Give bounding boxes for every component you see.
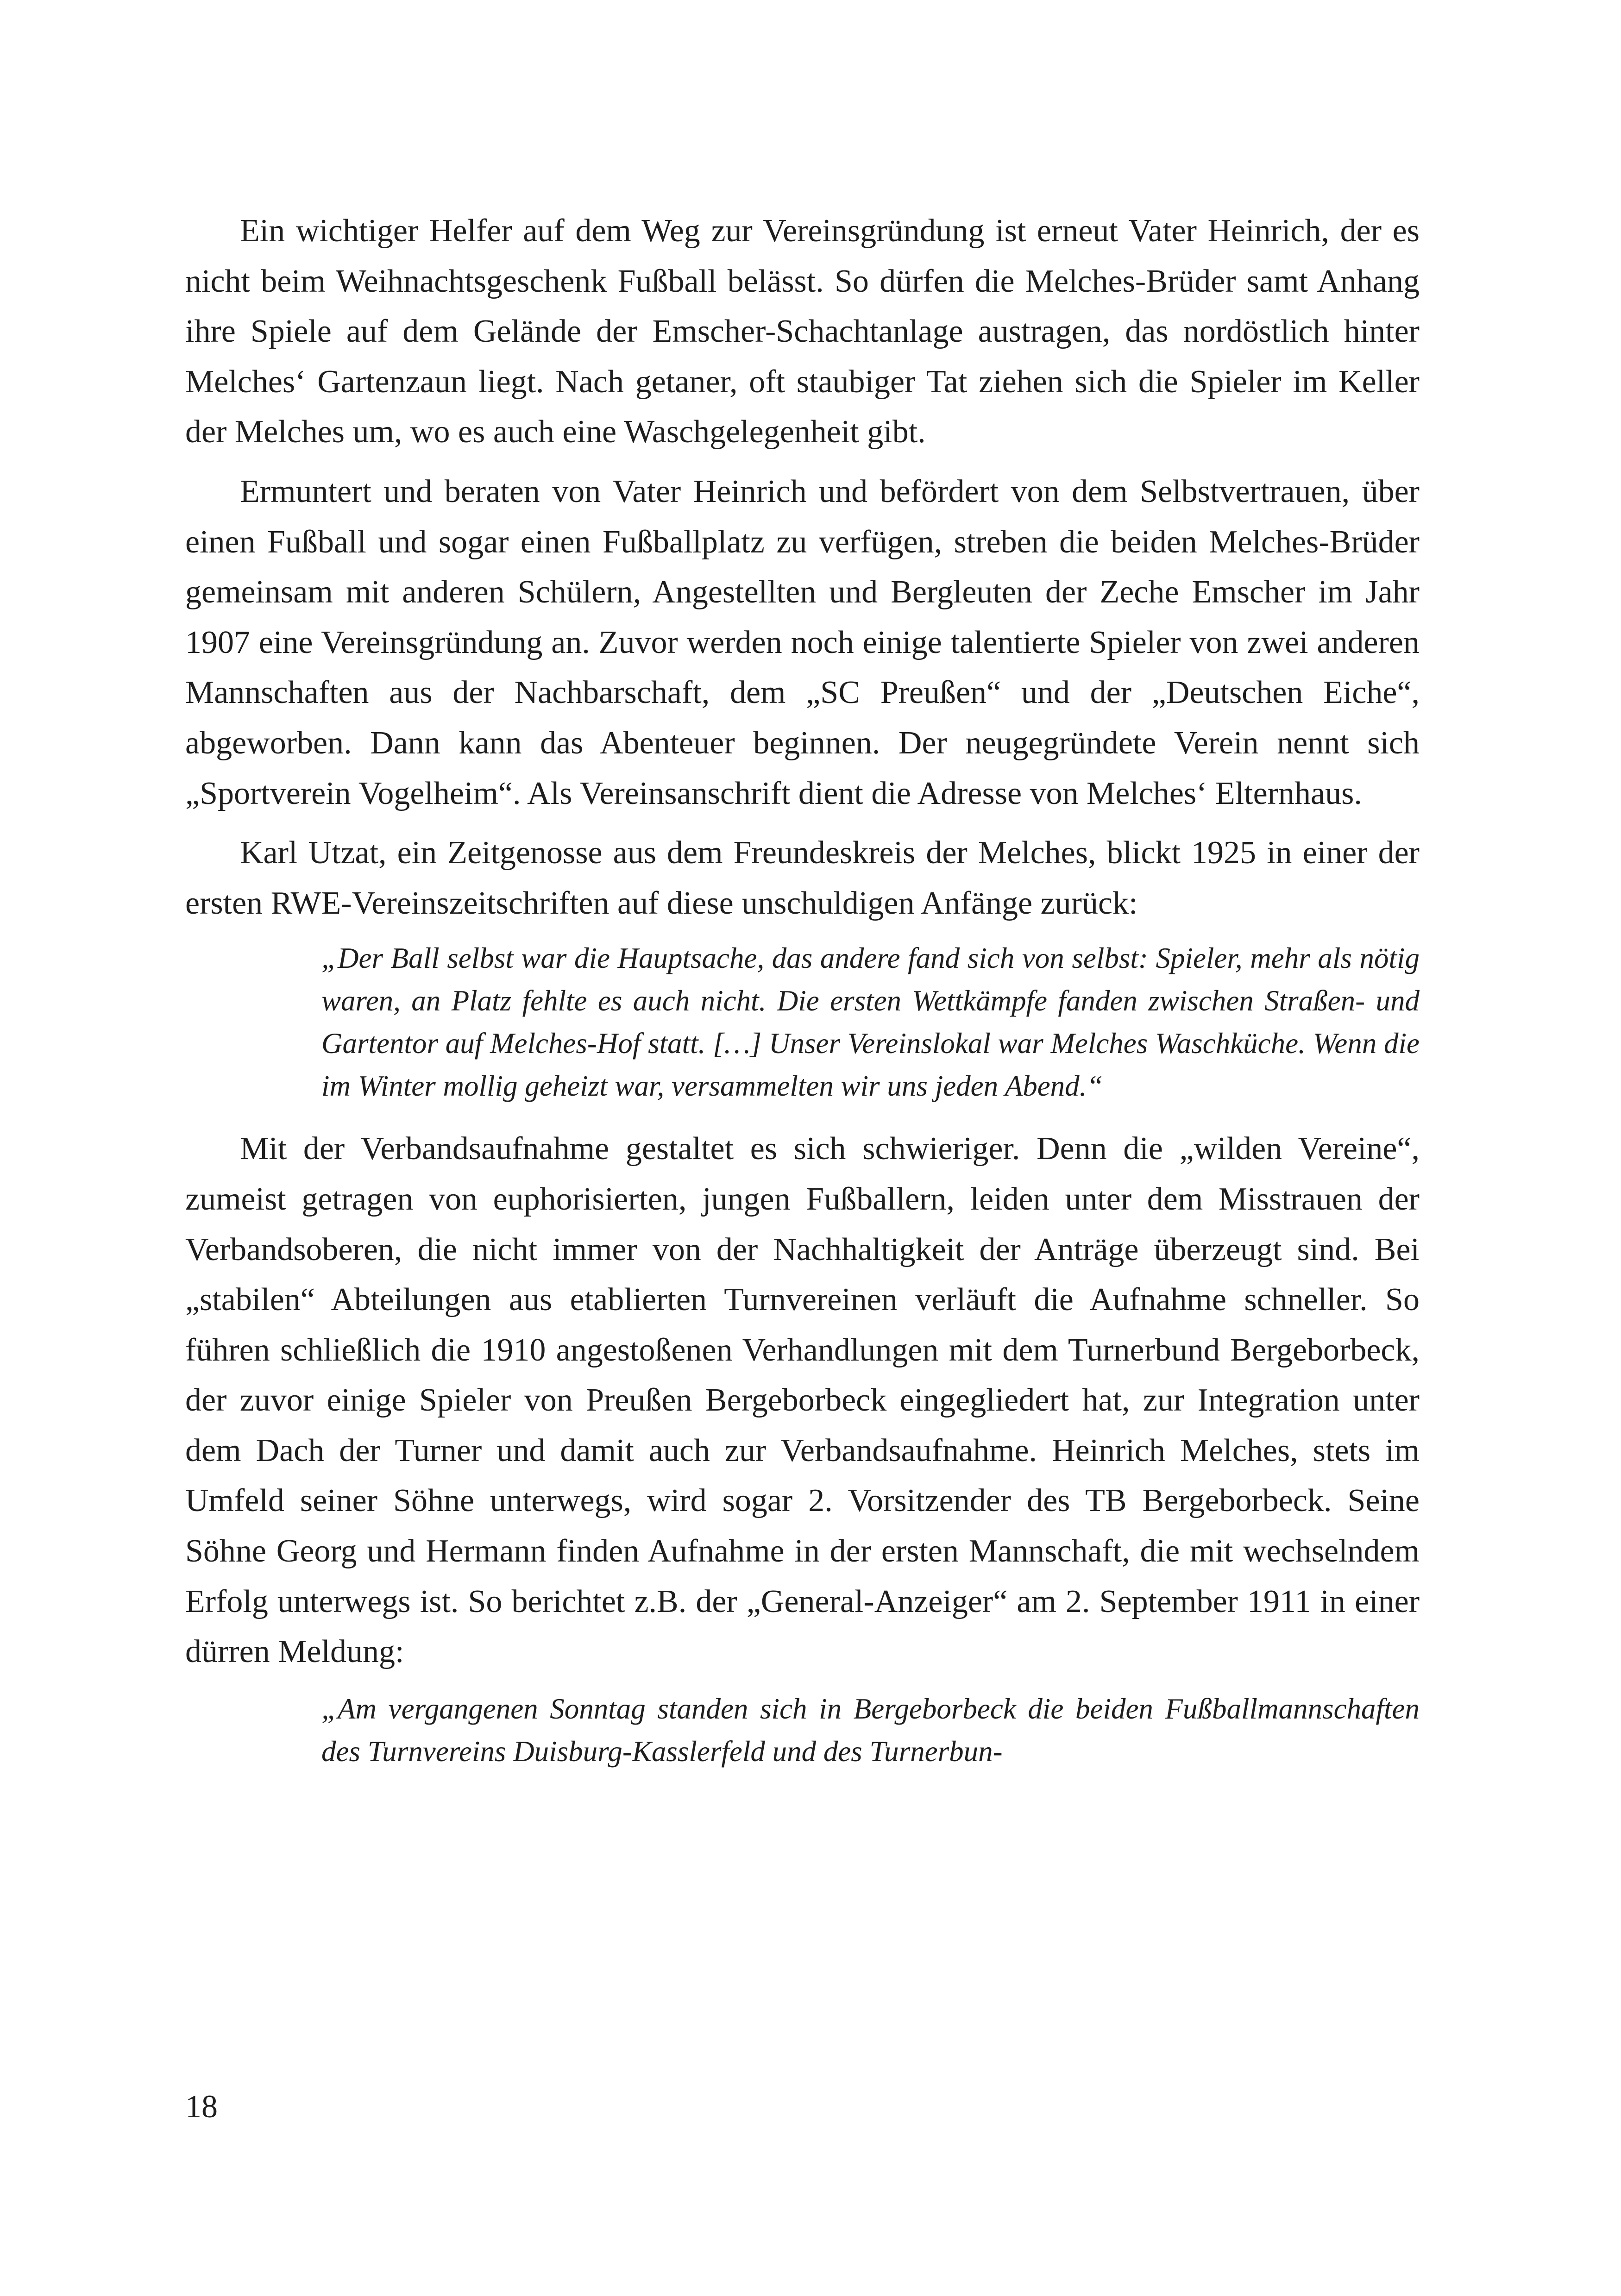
block-quote: „Am vergangenen Sonntag standen sich in Bergeborbeck die beiden Fußballmannschaften des Turnvereins Duisburg-Kasslerfeld und des Turnerbun- xyxy=(321,1692,1420,1768)
paragraph: Ein wichtiger Helfer auf dem Weg zur Vereinsgründung ist erneut Vater Heinrich, der es nicht beim Weihnachtsgeschenk Fußball belässt. So dürfen die Melches-Brüder samt Anhang ihre Spiele auf dem Gelände der Emscher-Schachtanlage austragen, das nordöstlich hinter Melches‘ Gartenzaun liegt. Nach getaner, oft staubiger Tat ziehen sich die Spieler im Keller der Melches um, wo es auch eine Waschgelegenheit gibt. xyxy=(185,213,1420,450)
page-number: 18 xyxy=(185,2089,218,2125)
body-text xyxy=(185,206,1420,1782)
paragraph: Mit der Verbandsaufnahme gestaltet es sich schwieriger. Denn die „wilden Vereine“, zumeist getragen von euphorisierten, jungen Fußballern, leiden unter dem Misstrauen der Verbandsoberen, die nicht immer von der Nachhaltigkeit der Anträge überzeugt sind. Bei „stabilen“ Abteilungen aus etablierten Turnvereinen verläuft die Aufnahme schneller. So führen schließlich die 1910 angestoßenen Verhandlungen mit dem Turnerbund Bergeborbeck, der zuvor einige Spieler von Preußen Bergeborbeck eingegliedert hat, zur Integration unter dem Dach der Turner und damit auch zur Verbandsaufnahme. Heinrich Melches, stets im Umfeld seiner Söhne unterwegs, wird sogar 2. Vorsitzender des TB Bergeborbeck. Seine Söhne Georg und Hermann finden Aufnahme in der ersten Mannschaft, die mit wechselndem Erfolg unterwegs ist. So berichtet z.B. der „General-Anzeiger“ am 2. September 1911 in einer dürren Meldung: xyxy=(185,1131,1420,1670)
paragraph: Karl Utzat, ein Zeitgenosse aus dem Freundeskreis der Melches, blickt 1925 in einer der ersten RWE-Vereinszeitschriften auf diese unschuldigen Anfänge zurück: xyxy=(185,835,1420,921)
block-quote: „Der Ball selbst war die Hauptsache, das andere fand sich von selbst: Spieler, mehr als nötig waren, an Platz fehlte es auch nicht. Die ersten Wettkämpfe fanden zwischen Straßen- und Gartentor auf Melches-Hof statt. […] Unser Vereinslokal war Melches Waschküche. Wenn die im Winter mollig geheizt war, versammelten wir uns jeden Abend.“ xyxy=(321,942,1420,1103)
paragraph: Ermuntert und beraten von Vater Heinrich und befördert von dem Selbstvertrauen, über einen Fußball und sogar einen Fußballplatz zu verfügen, streben die beiden Melches-Brüder gemeinsam mit anderen Schülern, Angestellten und Bergleuten der Zeche Emscher im Jahr 1907 eine Vereinsgründung an. Zuvor werden noch einige talentierte Spieler von zwei anderen Mannschaften aus der Nachbarschaft, dem „SC Preußen“ und der „Deutschen Eiche“, abgeworben. Dann kann das Abenteuer beginnen. Der neugegründete Verein nennt sich „Sportverein Vogelheim“. Als Vereinsanschrift dient die Adresse von Melches‘ Elternhaus. xyxy=(185,473,1420,811)
